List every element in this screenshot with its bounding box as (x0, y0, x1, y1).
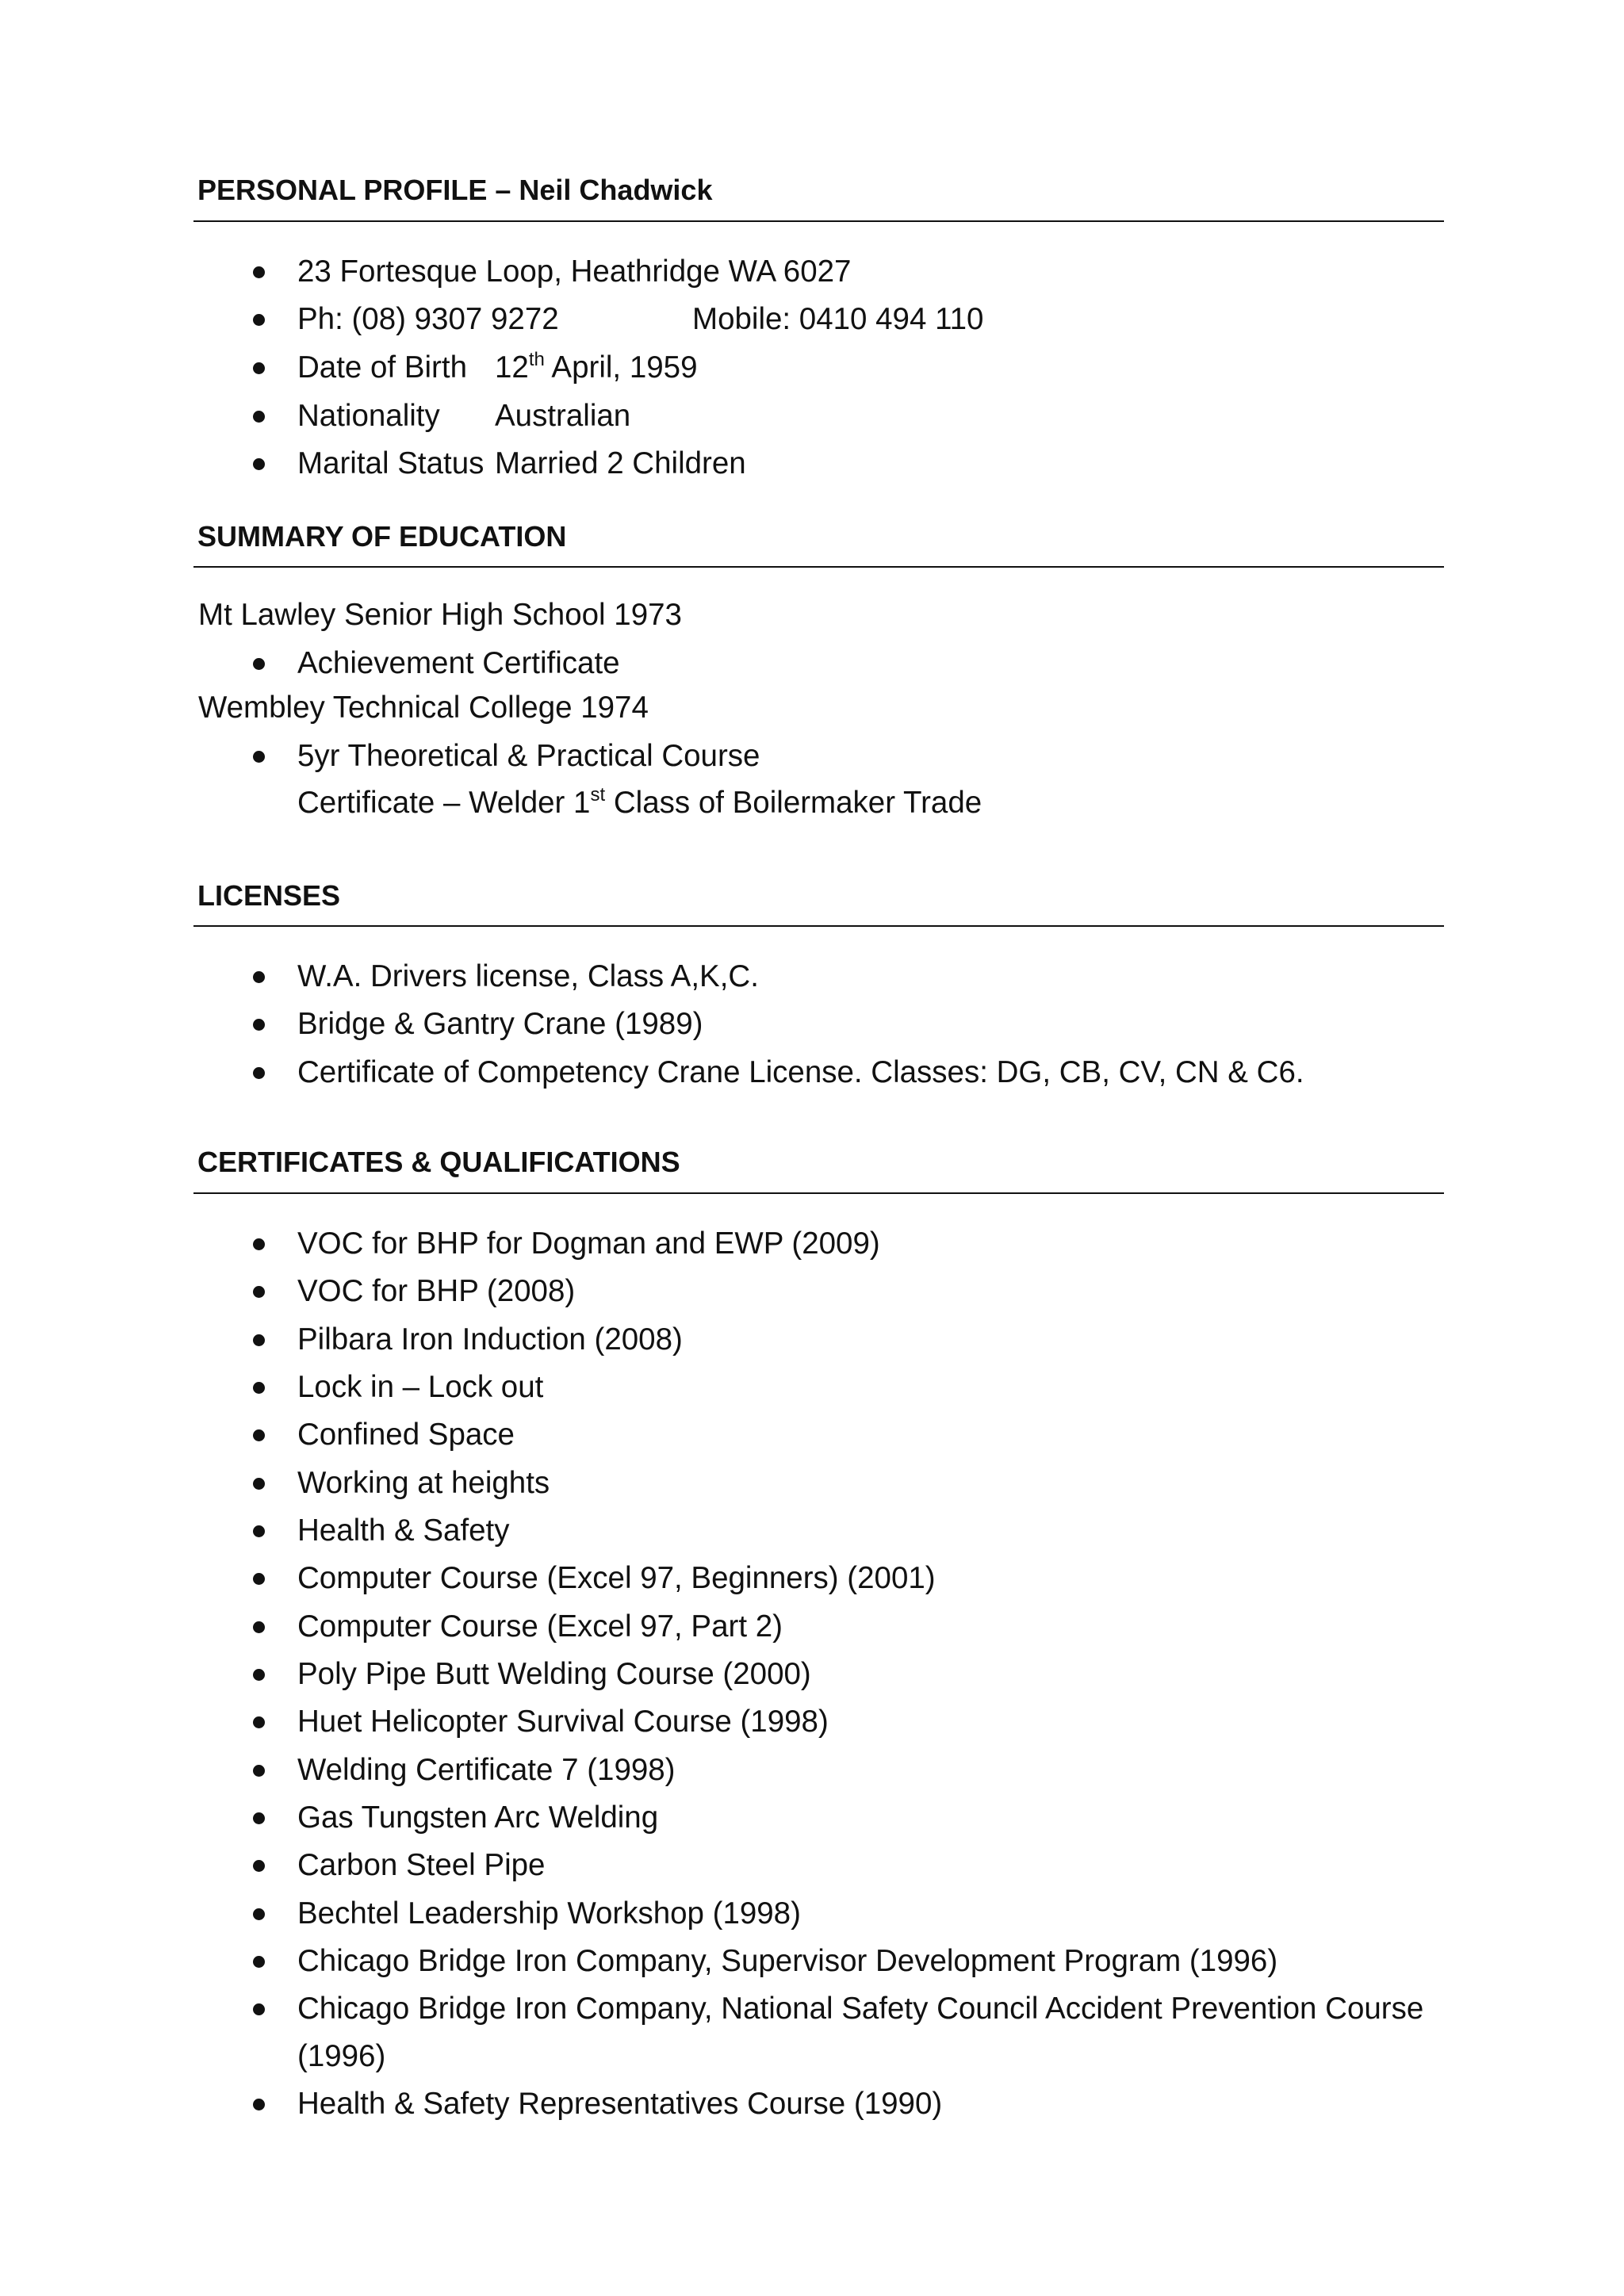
bullet-icon (253, 362, 265, 374)
bullet-icon (253, 1525, 265, 1537)
section-divider (193, 925, 1444, 927)
license-item: W.A. Drivers license, Class A,K,C. (297, 959, 759, 993)
certificate-item: Health & Safety (297, 1513, 510, 1548)
address: 23 Fortesque Loop, Heathridge WA 6027 (297, 254, 852, 289)
bullet-icon (253, 971, 265, 983)
bullet-icon (253, 1573, 265, 1585)
bullet-icon (253, 1382, 265, 1394)
nationality-value: Australian (495, 399, 631, 433)
certificate-item: Health & Safety Representatives Course (1990) (297, 2087, 943, 2121)
certificate-item: Computer Course (Excel 97, Beginners) (2001) (297, 1561, 936, 1595)
nationality-label: Nationality (297, 399, 440, 433)
bullet-icon (253, 658, 265, 670)
licenses-heading: LICENSES (197, 879, 341, 912)
school-name: Mt Lawley Senior High School 1973 (198, 598, 682, 632)
certificates-heading: CERTIFICATES & QUALIFICATIONS (197, 1146, 680, 1178)
bullet-icon (253, 1019, 265, 1031)
bullet-icon (253, 458, 265, 470)
bullet-icon (253, 1669, 265, 1681)
bullet-icon (253, 751, 265, 763)
bullet-icon (253, 1812, 265, 1824)
marital-label: Marital Status (297, 446, 485, 480)
bullet-icon (253, 1429, 265, 1441)
dob-suffix: th (528, 349, 545, 370)
certificate-item: Working at heights (297, 1466, 550, 1500)
bullet-icon (253, 266, 265, 278)
certificate-item: Huet Helicopter Survival Course (1998) (297, 1705, 829, 1739)
dob-rest: April, 1959 (544, 350, 698, 385)
dob-label: Date of Birth (297, 350, 467, 385)
license-item: Bridge & Gantry Crane (1989) (297, 1007, 703, 1041)
bullet-icon (253, 1067, 265, 1079)
certificate-item: Computer Course (Excel 97, Part 2) (297, 1609, 783, 1644)
bullet-icon (253, 1334, 265, 1346)
section-divider (193, 566, 1444, 568)
bullet-icon (253, 1716, 265, 1728)
personal-profile-heading: PERSONAL PROFILE – Neil Chadwick (197, 174, 713, 206)
marital-value: Married 2 Children (495, 446, 746, 480)
certificate-item: Chicago Bridge Iron Company, Supervisor Development Program (1996) (297, 1944, 1278, 1978)
bullet-icon (253, 1478, 265, 1490)
bullet-icon (253, 1860, 265, 1872)
bullet-icon (253, 314, 265, 326)
certificate-item: Lock in – Lock out (297, 1370, 544, 1404)
bullet-icon (253, 1286, 265, 1298)
cert-suffix: st (590, 784, 606, 806)
certificate-item: Pilbara Iron Induction (2008) (297, 1322, 683, 1357)
certificate-item: Confined Space (297, 1418, 515, 1452)
bullet-icon (253, 2003, 265, 2015)
bullet-icon (253, 1908, 265, 1920)
bullet-icon (253, 1956, 265, 1968)
section-divider (193, 1192, 1444, 1194)
dob-value (495, 350, 697, 386)
mobile: Mobile: 0410 494 110 (692, 302, 984, 336)
school-course: 5yr Theoretical & Practical Course (297, 739, 760, 773)
cert-post: Class of Boilermaker Trade (605, 786, 982, 820)
certificate-item-continuation: (1996) (297, 2039, 386, 2073)
section-divider (193, 220, 1444, 222)
bullet-icon (253, 2099, 265, 2110)
school-achievement: Achievement Certificate (297, 646, 620, 680)
school-certificate (297, 785, 982, 821)
school-name: Wembley Technical College 1974 (198, 691, 649, 725)
certificate-item: Carbon Steel Pipe (297, 1848, 546, 1882)
bullet-icon (253, 1765, 265, 1777)
bullet-icon (253, 411, 265, 423)
phone: Ph: (08) 9307 9272 (297, 302, 559, 336)
education-heading: SUMMARY OF EDUCATION (197, 520, 567, 553)
certificate-item: VOC for BHP for Dogman and EWP (2009) (297, 1226, 880, 1261)
bullet-icon (253, 1621, 265, 1633)
cert-pre: Certificate – Welder 1 (297, 786, 591, 820)
certificate-item: Gas Tungsten Arc Welding (297, 1800, 659, 1835)
certificate-item: Bechtel Leadership Workshop (1998) (297, 1896, 801, 1931)
dob-day: 12 (495, 350, 529, 385)
certificate-item: Welding Certificate 7 (1998) (297, 1753, 676, 1787)
bullet-icon (253, 1238, 265, 1250)
certificate-item: Chicago Bridge Iron Company, National Safety Council Accident Prevention Course (297, 1992, 1424, 2026)
license-item: Certificate of Competency Crane License. Classes: DG, CB, CV, CN & C6. (297, 1055, 1304, 1089)
certificate-item: Poly Pipe Butt Welding Course (2000) (297, 1657, 811, 1691)
certificate-item: VOC for BHP (2008) (297, 1274, 576, 1308)
